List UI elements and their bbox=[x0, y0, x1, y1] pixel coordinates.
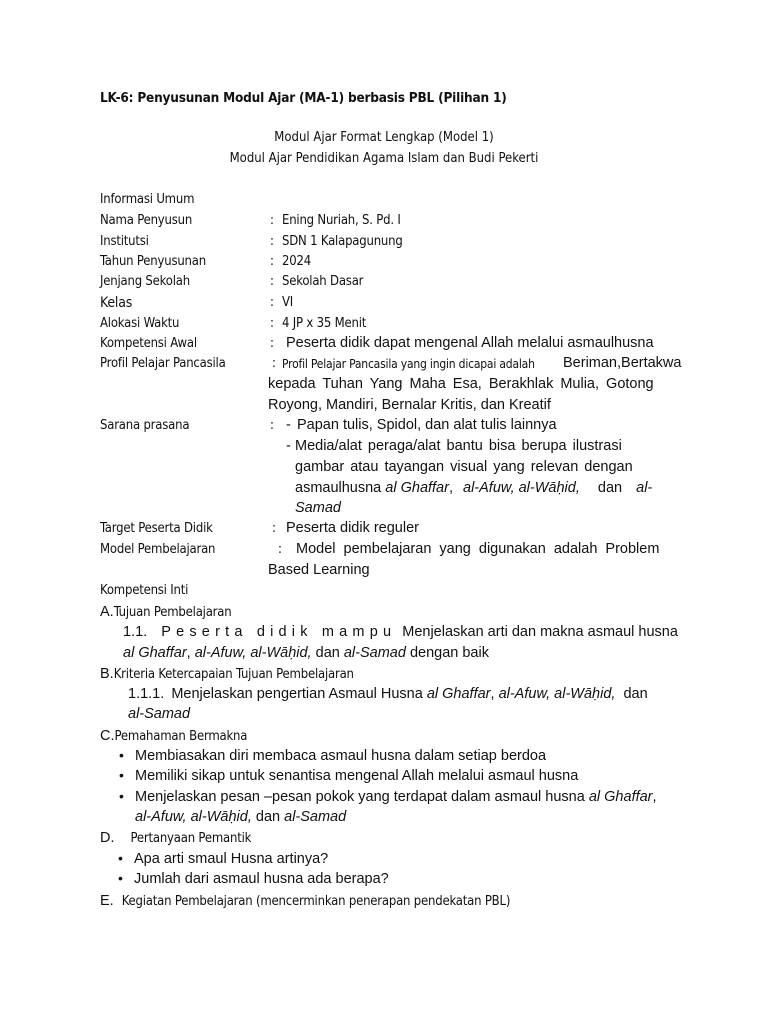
kompetensi-awal-label: Kompetensi Awal bbox=[100, 336, 197, 351]
section-e-heading bbox=[100, 892, 510, 910]
nama-penyusun-label: Nama Penyusun bbox=[100, 213, 193, 228]
model-value-line-2: Based Learning bbox=[268, 562, 370, 578]
item-number: 1.1. bbox=[123, 624, 148, 640]
sarana-italic: al Ghaffar bbox=[385, 480, 449, 496]
comma: , bbox=[448, 480, 453, 496]
section-c-heading bbox=[100, 727, 247, 745]
italic-term: al Ghaffar bbox=[123, 645, 187, 661]
colon: : bbox=[270, 336, 274, 351]
kriteria-line-2 bbox=[128, 706, 190, 722]
colon: : bbox=[270, 274, 274, 289]
list-item: Menjelaskan pesan –pesan pokok yang terdapat dalam asmaul husna al Ghaffar, bbox=[135, 789, 657, 805]
tahun-value: 2024 bbox=[282, 254, 311, 269]
jenjang-value: Sekolah Dasar bbox=[282, 274, 364, 289]
alokasi-label: Alokasi Waktu bbox=[100, 316, 180, 331]
subtitle-subject: Modul Ajar Pendidikan Agama Islam dan Budi Pekerti bbox=[229, 151, 539, 166]
alokasi-value: 4 JP x 35 Menit bbox=[282, 316, 367, 331]
conjunction: dan bbox=[623, 686, 648, 702]
informasi-umum-heading: Informasi Umum bbox=[100, 192, 195, 207]
sarana-item-2-line-2: gambar atau tayangan visual yang relevan dengan bbox=[295, 459, 633, 475]
profil-label: Profil Pelajar Pancasila bbox=[100, 356, 226, 371]
spaced-text: Peserta didik mampu bbox=[161, 624, 397, 640]
sarana-italic: al- bbox=[636, 480, 653, 496]
jenjang-label: Jenjang Sekolah bbox=[100, 274, 190, 289]
section-letter: E. bbox=[100, 893, 114, 909]
kompetensi-awal-value: Peserta didik dapat mengenal Allah melalui asmaulhusna bbox=[286, 335, 654, 351]
italic-term: al-Afuw, al-Wāḥid, bbox=[194, 645, 312, 661]
tujuan-text: Menjelaskan arti dan makna asmaul husna bbox=[402, 624, 678, 640]
italic-term: al-Afuw, al-Wāḥid, bbox=[135, 809, 252, 825]
italic-term: al Ghaffar bbox=[588, 789, 653, 805]
institusi-label: Institutsi bbox=[100, 234, 149, 249]
tujuan-line-1 bbox=[123, 624, 678, 640]
item-number: 1.1.1. bbox=[128, 686, 165, 702]
sarana-text: asmaulhusna bbox=[295, 480, 382, 496]
section-letter: C. bbox=[100, 728, 115, 744]
profil-value-line-2: kepada Tuhan Yang Maha Esa, Berakhlak Mulia, Gotong bbox=[268, 376, 654, 392]
tujuan-line-2: al Ghaffar, al-Afuw, al-Wāḥid, dan al-Samad dengan baik bbox=[123, 645, 489, 661]
italic-term: al-Afuw, al-Wāḥid, bbox=[498, 686, 616, 702]
italic-term: al-Samad bbox=[343, 645, 406, 661]
list-item-continuation bbox=[135, 809, 346, 825]
colon: : bbox=[270, 234, 274, 249]
kriteria-text: Menjelaskan pengertian Asmaul Husna bbox=[171, 686, 423, 702]
section-letter: D. bbox=[100, 830, 115, 846]
section-label: Pemahaman Bermakna bbox=[114, 729, 248, 744]
kompetensi-inti-heading: Kompetensi Inti bbox=[100, 583, 189, 598]
conjunction: dan bbox=[315, 645, 340, 661]
colon: : bbox=[270, 316, 274, 331]
colon: : bbox=[272, 521, 276, 536]
kelas-value: VI bbox=[282, 295, 294, 310]
list-item-text: Menjelaskan pesan –pesan pokok yang terdapat dalam asmaul husna bbox=[135, 789, 585, 805]
bullet-icon: • bbox=[119, 767, 124, 783]
colon: : bbox=[270, 418, 274, 433]
bullet-icon: • bbox=[119, 788, 124, 804]
list-item: Membiasakan diri membaca asmaul husna dalam setiap berdoa bbox=[135, 748, 547, 764]
profil-value-start: Beriman,Bertakwa bbox=[563, 355, 682, 371]
sarana-item-2-line-4 bbox=[295, 500, 341, 516]
colon: : bbox=[270, 254, 274, 269]
section-label: Kriteria Ketercapaian Tujuan Pembelajaran bbox=[113, 667, 354, 682]
sarana-item-1: Papan tulis, Spidol, dan alat tulis lainnya bbox=[297, 417, 557, 433]
document-title: LK-6: Penyusunan Modul Ajar (MA-1) berbasis PBL (Pilihan 1) bbox=[100, 90, 507, 106]
target-value: Peserta didik reguler bbox=[286, 520, 419, 536]
sarana-item-2-line-1: Media/alat peraga/alat bantu bisa berupa ilustrasi bbox=[295, 438, 622, 454]
section-d-heading bbox=[100, 829, 251, 847]
kriteria-line-1: 1.1.1. Menjelaskan pengertian Asmaul Husna al Ghaffar, al-Afuw, al-Wāḥid, dan bbox=[128, 686, 648, 702]
model-value-line-1: Model pembelajaran yang digunakan adalah Problem bbox=[296, 541, 660, 557]
sarana-label: Sarana prasana bbox=[100, 418, 190, 433]
section-label: Pertanyaan Pemantik bbox=[130, 831, 252, 846]
bullet-icon: • bbox=[118, 870, 123, 886]
subtitle-format: Modul Ajar Format Lengkap (Model 1) bbox=[274, 130, 494, 145]
list-item: Jumlah dari asmaul husna ada berapa? bbox=[134, 871, 389, 887]
bullet-icon: • bbox=[118, 850, 123, 866]
kelas-label: Kelas bbox=[100, 295, 133, 311]
profil-value-intro: Profil Pelajar Pancasila yang ingin dicapai adalah bbox=[282, 357, 535, 371]
sarana-item-2-line-3 bbox=[295, 480, 652, 496]
profil-value-line-3: Royong, Mandiri, Bernalar Kritis, dan Kreatif bbox=[268, 397, 551, 413]
section-label: Kegiatan Pembelajaran (mencerminkan penerapan pendekatan PBL) bbox=[121, 894, 511, 909]
italic-term: al Ghaffar bbox=[426, 686, 491, 702]
section-letter: A. bbox=[100, 604, 114, 620]
colon: : bbox=[272, 356, 276, 371]
section-label: Tujuan Pembelajaran bbox=[113, 605, 232, 620]
list-item: Memiliki sikap untuk senantisa mengenal Allah melalui asmaul husna bbox=[135, 768, 579, 784]
tujuan-end: dengan baik bbox=[409, 645, 489, 661]
section-b-heading bbox=[100, 665, 354, 683]
sarana-italic: al-Afuw, al-Wāḥid, bbox=[463, 480, 580, 496]
sarana-text: dan bbox=[597, 480, 623, 496]
model-label: Model Pembelajaran bbox=[100, 542, 216, 557]
italic-term: al-Samad bbox=[284, 809, 347, 825]
conjunction: dan bbox=[255, 809, 281, 825]
list-item: Apa arti smaul Husna artinya? bbox=[134, 851, 329, 867]
dash-bullet: - bbox=[286, 438, 291, 454]
section-a-heading bbox=[100, 603, 231, 621]
colon: : bbox=[278, 542, 282, 557]
section-letter: B. bbox=[100, 666, 114, 682]
bullet-icon: • bbox=[119, 747, 124, 763]
target-label: Target Peserta Didik bbox=[100, 521, 213, 536]
institusi-value: SDN 1 Kalapagunung bbox=[282, 234, 403, 249]
italic-term: al-Samad bbox=[128, 706, 191, 722]
dash-bullet: - bbox=[286, 417, 291, 433]
colon: : bbox=[270, 295, 274, 310]
tahun-label: Tahun Penyusunan bbox=[100, 254, 206, 269]
colon: : bbox=[270, 213, 274, 228]
sarana-italic: Samad bbox=[295, 500, 341, 516]
nama-penyusun-value: Ening Nuriah, S. Pd. I bbox=[282, 213, 401, 228]
